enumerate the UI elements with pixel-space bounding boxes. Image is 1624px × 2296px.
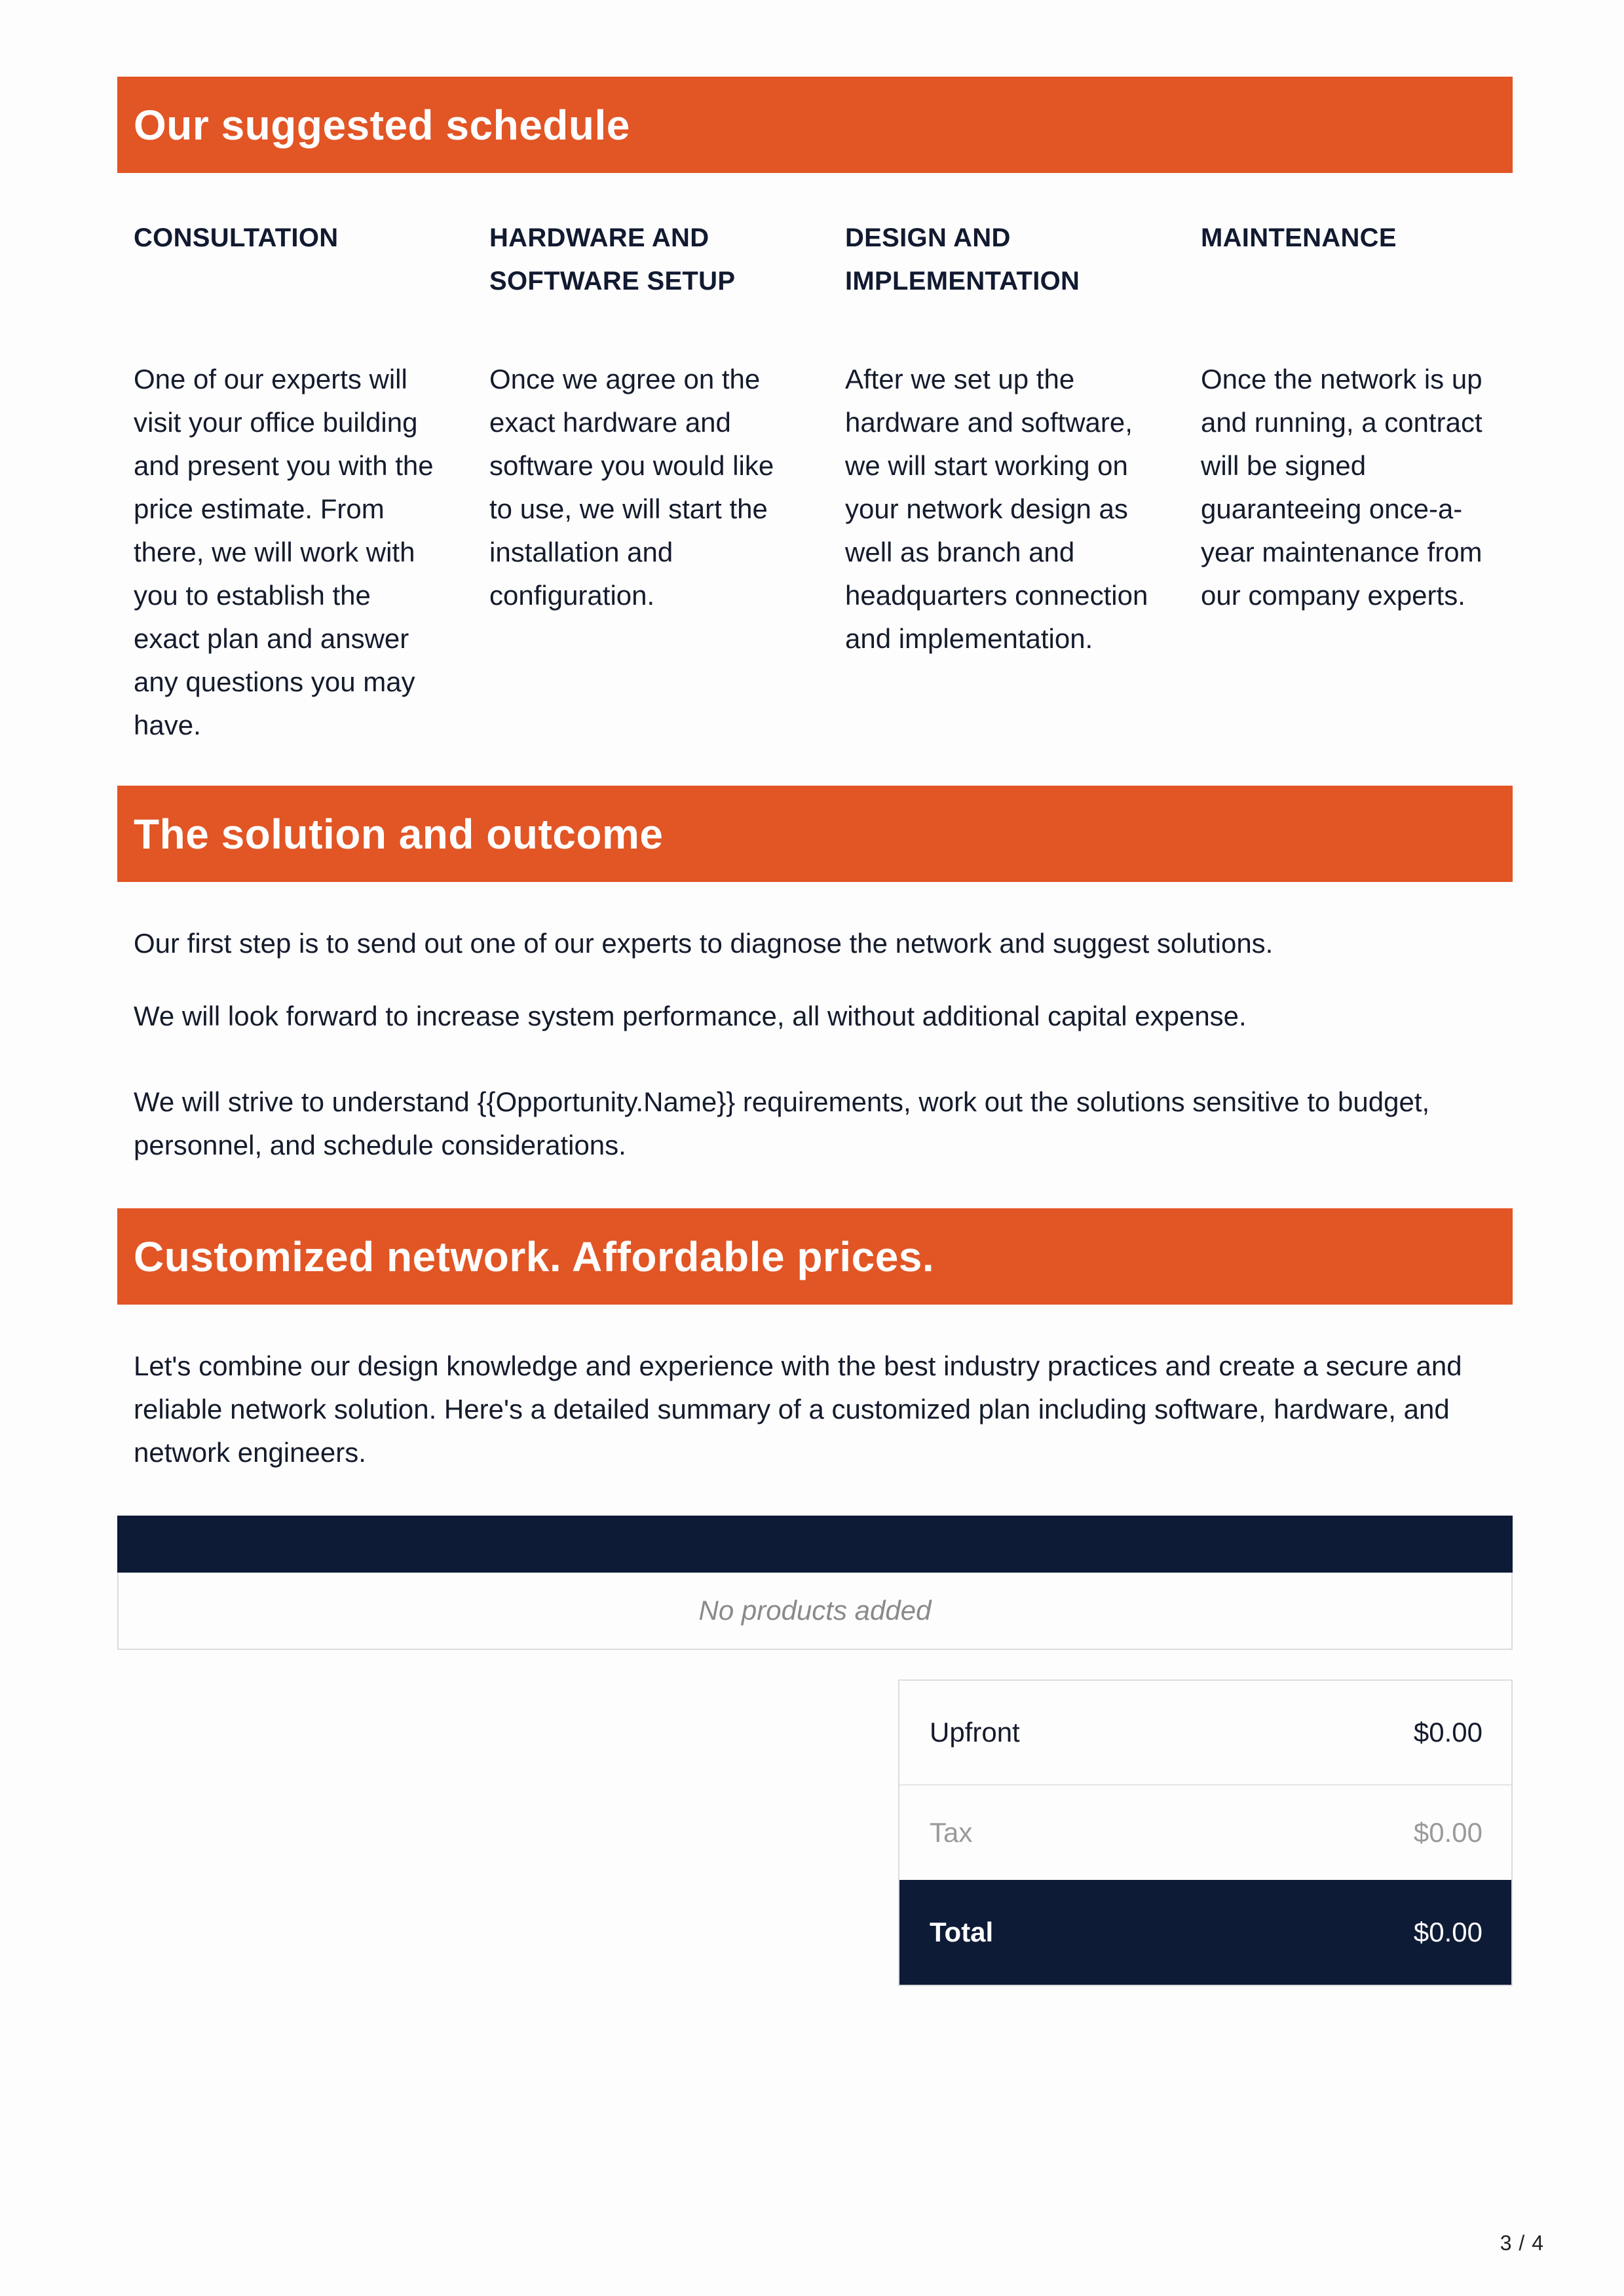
solution-paragraph: Our first step is to send out one of our experts to diagnose the network and suggest solutions. bbox=[134, 928, 1274, 959]
schedule-column-design bbox=[845, 216, 1153, 654]
total-label: Total bbox=[930, 1917, 994, 1947]
schedule-column-title: CONSULTATION bbox=[134, 223, 339, 252]
network-paragraph: Let's combine our design knowledge and experience with the best industry practices and create a secure and reliable network solution. Here's a detailed summary of a customized plan including software, hardware, and network engineers. bbox=[134, 1350, 1462, 1468]
solution-title: The solution and outcome bbox=[134, 810, 664, 858]
schedule-column-maintenance bbox=[1201, 216, 1509, 611]
products-empty-text: No products added bbox=[698, 1595, 932, 1626]
schedule-column-title: DESIGN AND IMPLEMENTATION bbox=[845, 223, 1080, 296]
totals-row-upfront bbox=[899, 1681, 1511, 1786]
products-empty-state bbox=[117, 1573, 1513, 1650]
network-title: Customized network. Affordable prices. bbox=[134, 1233, 935, 1280]
solution-paragraph: We will strive to understand {{Opportunity.Name}} requirements, work out the solutions sensitive to budget, personnel, and schedule considerations. bbox=[134, 1086, 1430, 1160]
upfront-label: Upfront bbox=[930, 1717, 1020, 1748]
products-table-header bbox=[117, 1516, 1513, 1573]
totals-row-total bbox=[899, 1880, 1511, 1985]
schedule-column-body: One of our experts will visit your office building and present you with the price estimate. From there, we will work with you to establish the exact plan and answer any questions you may have. bbox=[134, 364, 434, 740]
schedule-column-title: HARDWARE AND SOFTWARE SETUP bbox=[489, 223, 736, 296]
schedule-columns bbox=[134, 216, 1509, 754]
schedule-column-title: MAINTENANCE bbox=[1201, 223, 1397, 252]
schedule-header bbox=[117, 77, 1513, 173]
schedule-column-body: Once the network is up and running, a contract will be signed guaranteeing once-a-year maintenance from our company experts. bbox=[1201, 364, 1482, 611]
total-value: $0.00 bbox=[1413, 1917, 1482, 1947]
schedule-column-body: After we set up the hardware and software, we will start working on your network design as well as branch and headquarters connection and implementation. bbox=[845, 364, 1148, 654]
solution-paragraph: We will look forward to increase system performance, all without additional capital expense. bbox=[134, 1001, 1247, 1031]
schedule-column-consultation bbox=[134, 216, 442, 740]
tax-label: Tax bbox=[930, 1817, 973, 1848]
tax-value: $0.00 bbox=[1413, 1817, 1482, 1848]
totals-row-tax bbox=[899, 1786, 1511, 1880]
totals-box bbox=[898, 1679, 1513, 1986]
schedule-column-setup bbox=[489, 216, 797, 611]
schedule-column-body: Once we agree on the exact hardware and software you would like to use, we will start the installation and configuration. bbox=[489, 364, 774, 611]
solution-header bbox=[117, 786, 1513, 882]
page-number: 3 / 4 bbox=[1500, 2231, 1544, 2255]
schedule-title: Our suggested schedule bbox=[134, 101, 630, 149]
upfront-value: $0.00 bbox=[1413, 1717, 1482, 1748]
network-header bbox=[117, 1208, 1513, 1305]
